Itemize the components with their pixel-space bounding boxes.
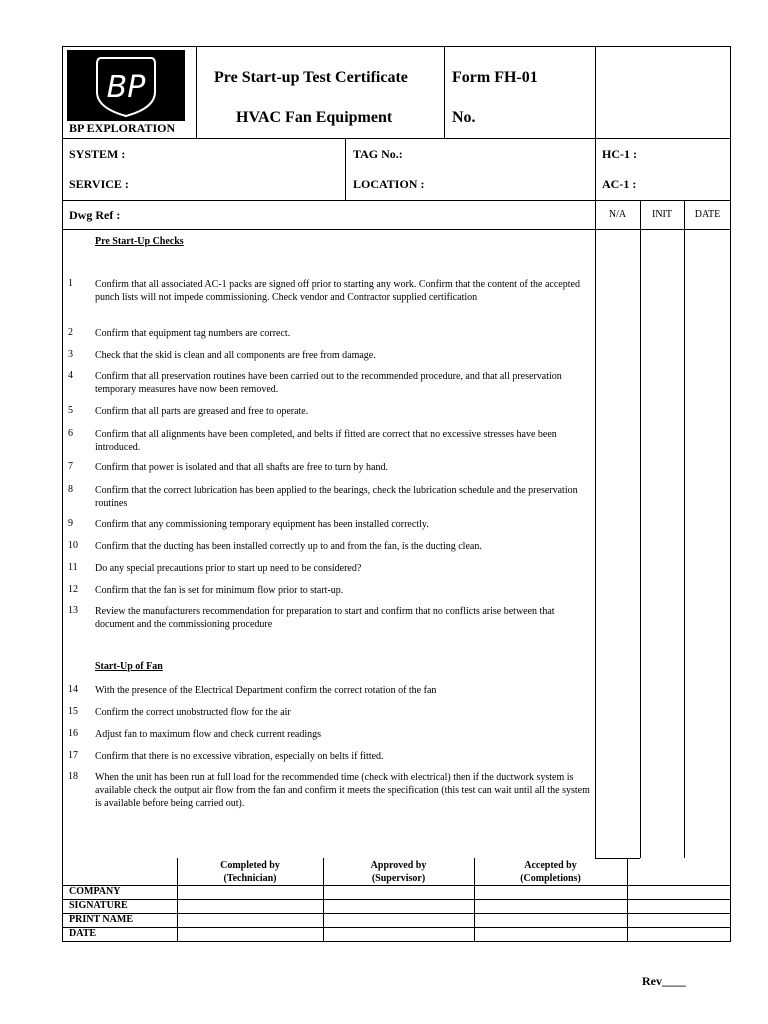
tag-label: TAG No.:: [353, 147, 403, 161]
item-text: Confirm that all associated AC-1 packs are signed off prior to starting any work. Confirm that the content of the accepted punch lists will not impede commissioning. Check vendor and Contractor supplied certification: [95, 279, 580, 303]
prestart-section-heading: Pre Start-Up Checks: [95, 236, 184, 247]
item-text: With the presence of the Electrical Department confirm the correct rotation of the fan: [95, 685, 437, 696]
completed-by-header: Completed by (Technician): [220, 860, 280, 884]
init-column-header: INIT: [652, 209, 672, 220]
item-number: 7: [68, 461, 73, 472]
item-number: 13: [68, 605, 78, 616]
item-text: When the unit has been run at full load for the recommended time (check with electrical) then if the ductwork system is available check the output air flow from the fan and confirm it meets the specification (this test can wait until all the system is available before being carried out).: [95, 772, 590, 809]
item-number: 5: [68, 405, 73, 416]
service-label: SERVICE :: [69, 177, 129, 191]
na-column-header: N/A: [608, 209, 627, 220]
item-text: Confirm that equipment tag numbers are correct.: [95, 328, 291, 339]
item-text: Confirm that all alignments have been completed, and belts if fitted are correct that no excessive stresses have been introduced.: [95, 429, 557, 453]
bp-logo-text: BP: [106, 70, 146, 105]
item-number: 17: [68, 750, 78, 761]
item-number: 8: [68, 484, 73, 495]
item-text: Confirm that power is isolated and that all shafts are free to turn by hand.: [95, 462, 388, 473]
certificate-title: Pre Start-up Test Certificate: [214, 69, 408, 86]
certificate-subtitle: HVAC Fan Equipment: [236, 109, 393, 126]
row-print-name: PRINT NAME: [69, 914, 133, 925]
bp-logo: [67, 50, 185, 121]
item-text: Adjust fan to maximum flow and check current readings: [95, 729, 322, 740]
item-text: Confirm that any commissioning temporary equipment has been installed correctly.: [95, 519, 429, 530]
item-number: 4: [68, 370, 73, 381]
item-number: 15: [68, 706, 78, 717]
item-text: Do any special precautions prior to start up need to be considered?: [95, 563, 362, 574]
item-number: 3: [68, 349, 73, 360]
item-text: Check that the skid is clean and all components are free from damage.: [95, 350, 376, 361]
row-company: COMPANY: [69, 886, 121, 897]
item-number: 18: [68, 771, 78, 782]
startup-section-heading: Start-Up of Fan: [95, 661, 163, 672]
company-name: BP EXPLORATION: [69, 121, 176, 135]
item-number: 14: [68, 684, 78, 695]
item-number: 11: [68, 562, 78, 573]
system-label: SYSTEM :: [69, 147, 126, 161]
item-number: 9: [68, 518, 73, 529]
form-number: Form FH-01: [452, 69, 538, 86]
row-signature: SIGNATURE: [69, 900, 128, 911]
item-text: Confirm that the ducting has been installed correctly up to and from the fan, is the ducting clean.: [95, 541, 482, 552]
item-number: 12: [68, 584, 78, 595]
location-label: LOCATION :: [353, 177, 425, 191]
ac1-label: AC-1 :: [602, 177, 637, 191]
item-text: Confirm that all preservation routines have been carried out to the recommended procedure, and that all preservation temporary measures have now been removed.: [95, 371, 562, 395]
item-number: 2: [68, 327, 73, 338]
accepted-by-header: Accepted by (Completions): [520, 860, 581, 884]
certificate-no: No.: [452, 109, 476, 126]
dwg-ref-label: Dwg Ref :: [69, 208, 121, 222]
item-text: Confirm that there is no excessive vibration, especially on belts if fitted.: [95, 751, 384, 762]
hc1-label: HC-1 :: [602, 147, 637, 161]
item-text: Confirm that the correct lubrication has been applied to the bearings, check the lubrication schedule and the preservation routines: [95, 485, 578, 509]
item-number: 1: [68, 278, 73, 289]
date-column-header: DATE: [694, 209, 721, 220]
revision-label: Rev____: [642, 974, 686, 988]
item-number: 6: [68, 428, 73, 439]
item-number: 10: [68, 540, 78, 551]
row-date: DATE: [69, 928, 97, 939]
approved-by-header: Approved by (Supervisor): [370, 860, 427, 884]
item-number: 16: [68, 728, 78, 739]
item-text: Confirm the correct unobstructed flow for the air: [95, 707, 291, 718]
bp-shield-icon: [67, 50, 185, 121]
item-text: Review the manufacturers recommendation for preparation to start and confirm that no conflicts arise between that document and the commissioning procedure: [95, 606, 555, 630]
item-text: Confirm that all parts are greased and free to operate.: [95, 406, 309, 417]
item-text: Confirm that the fan is set for minimum flow prior to start-up.: [95, 585, 344, 596]
